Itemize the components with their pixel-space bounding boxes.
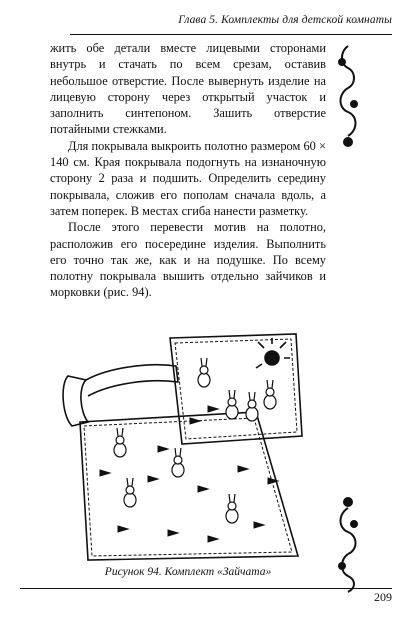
paragraph-1: жить обе детали вместе лицевыми сторонами внутрь и стачать по всем срезам, оставив небольшое отверстие. После вывернуть изделие на лицевую сторону через открытый участок и заполнить синтепоном. Зашить отверстие потайными стежками. [50, 41, 326, 137]
header-divider [70, 34, 392, 35]
paragraph-3: После этого перевести мотив на полотно, расположив его посередине изделия. Выполнить его точно так же, как и на подушке. По всему полотну покрывала вышить отдельно зайчиков и морковки (рис. 94). [50, 220, 326, 300]
bedding-illustration [58, 326, 318, 562]
body-text [50, 40, 326, 301]
chapter-header: Глава 5. Комплекты для детской комнаты [178, 14, 392, 26]
page-number: 209 [374, 590, 392, 604]
figure-caption: Рисунок 94. Комплект «Зайчата» [104, 566, 272, 578]
decorative-ornament-top [334, 42, 362, 152]
footer-divider [20, 588, 392, 589]
decorative-ornament-bottom [334, 496, 362, 596]
paragraph-2: Для покрывала выкроить полотно размером 60 × 140 см. Края покрывала подогнуть на изнаночную сторону 2 раза и подшить. Определить середину покрывала, сложив его пополам сначала вдоль, а затем поперек. В местах сгиба нанести разметку. [50, 138, 326, 218]
